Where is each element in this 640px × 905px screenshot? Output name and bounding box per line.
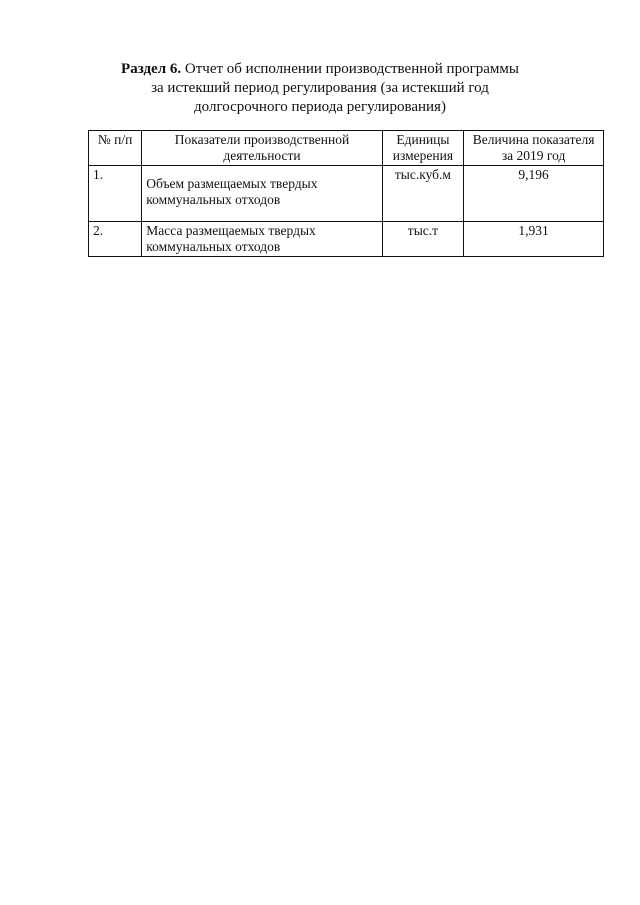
table-header-row xyxy=(89,131,604,166)
section-label: Раздел 6. xyxy=(121,61,182,77)
row-number: 1. xyxy=(89,166,142,222)
heading-line-3: долгосрочного периода регулирования) xyxy=(194,99,446,115)
column-header-unit: Единицы измерения xyxy=(382,131,463,166)
row-indicator: Объем размещаемых твердых коммунальных отходов xyxy=(142,166,382,222)
heading-line-2: за истекший период регулирования (за истекший год xyxy=(151,80,489,96)
table-row xyxy=(89,166,604,222)
heading-line-1-text: Отчет об исполнении производственной программы xyxy=(181,61,519,77)
row-indicator: Масса размещаемых твердых коммунальных отходов xyxy=(142,222,382,257)
column-header-number: № п/п xyxy=(89,131,142,166)
row-value: 9,196 xyxy=(464,166,604,222)
heading-line-1 xyxy=(80,60,560,79)
table-row xyxy=(89,222,604,257)
row-number: 2. xyxy=(89,222,142,257)
section-heading xyxy=(80,60,560,117)
row-unit: тыс.т xyxy=(382,222,463,257)
row-value: 1,931 xyxy=(464,222,604,257)
column-header-indicator: Показатели производственной деятельности xyxy=(142,131,382,166)
row-unit: тыс.куб.м xyxy=(382,166,463,222)
report-table xyxy=(88,130,604,257)
column-header-value: Величина показателя за 2019 год xyxy=(464,131,604,166)
